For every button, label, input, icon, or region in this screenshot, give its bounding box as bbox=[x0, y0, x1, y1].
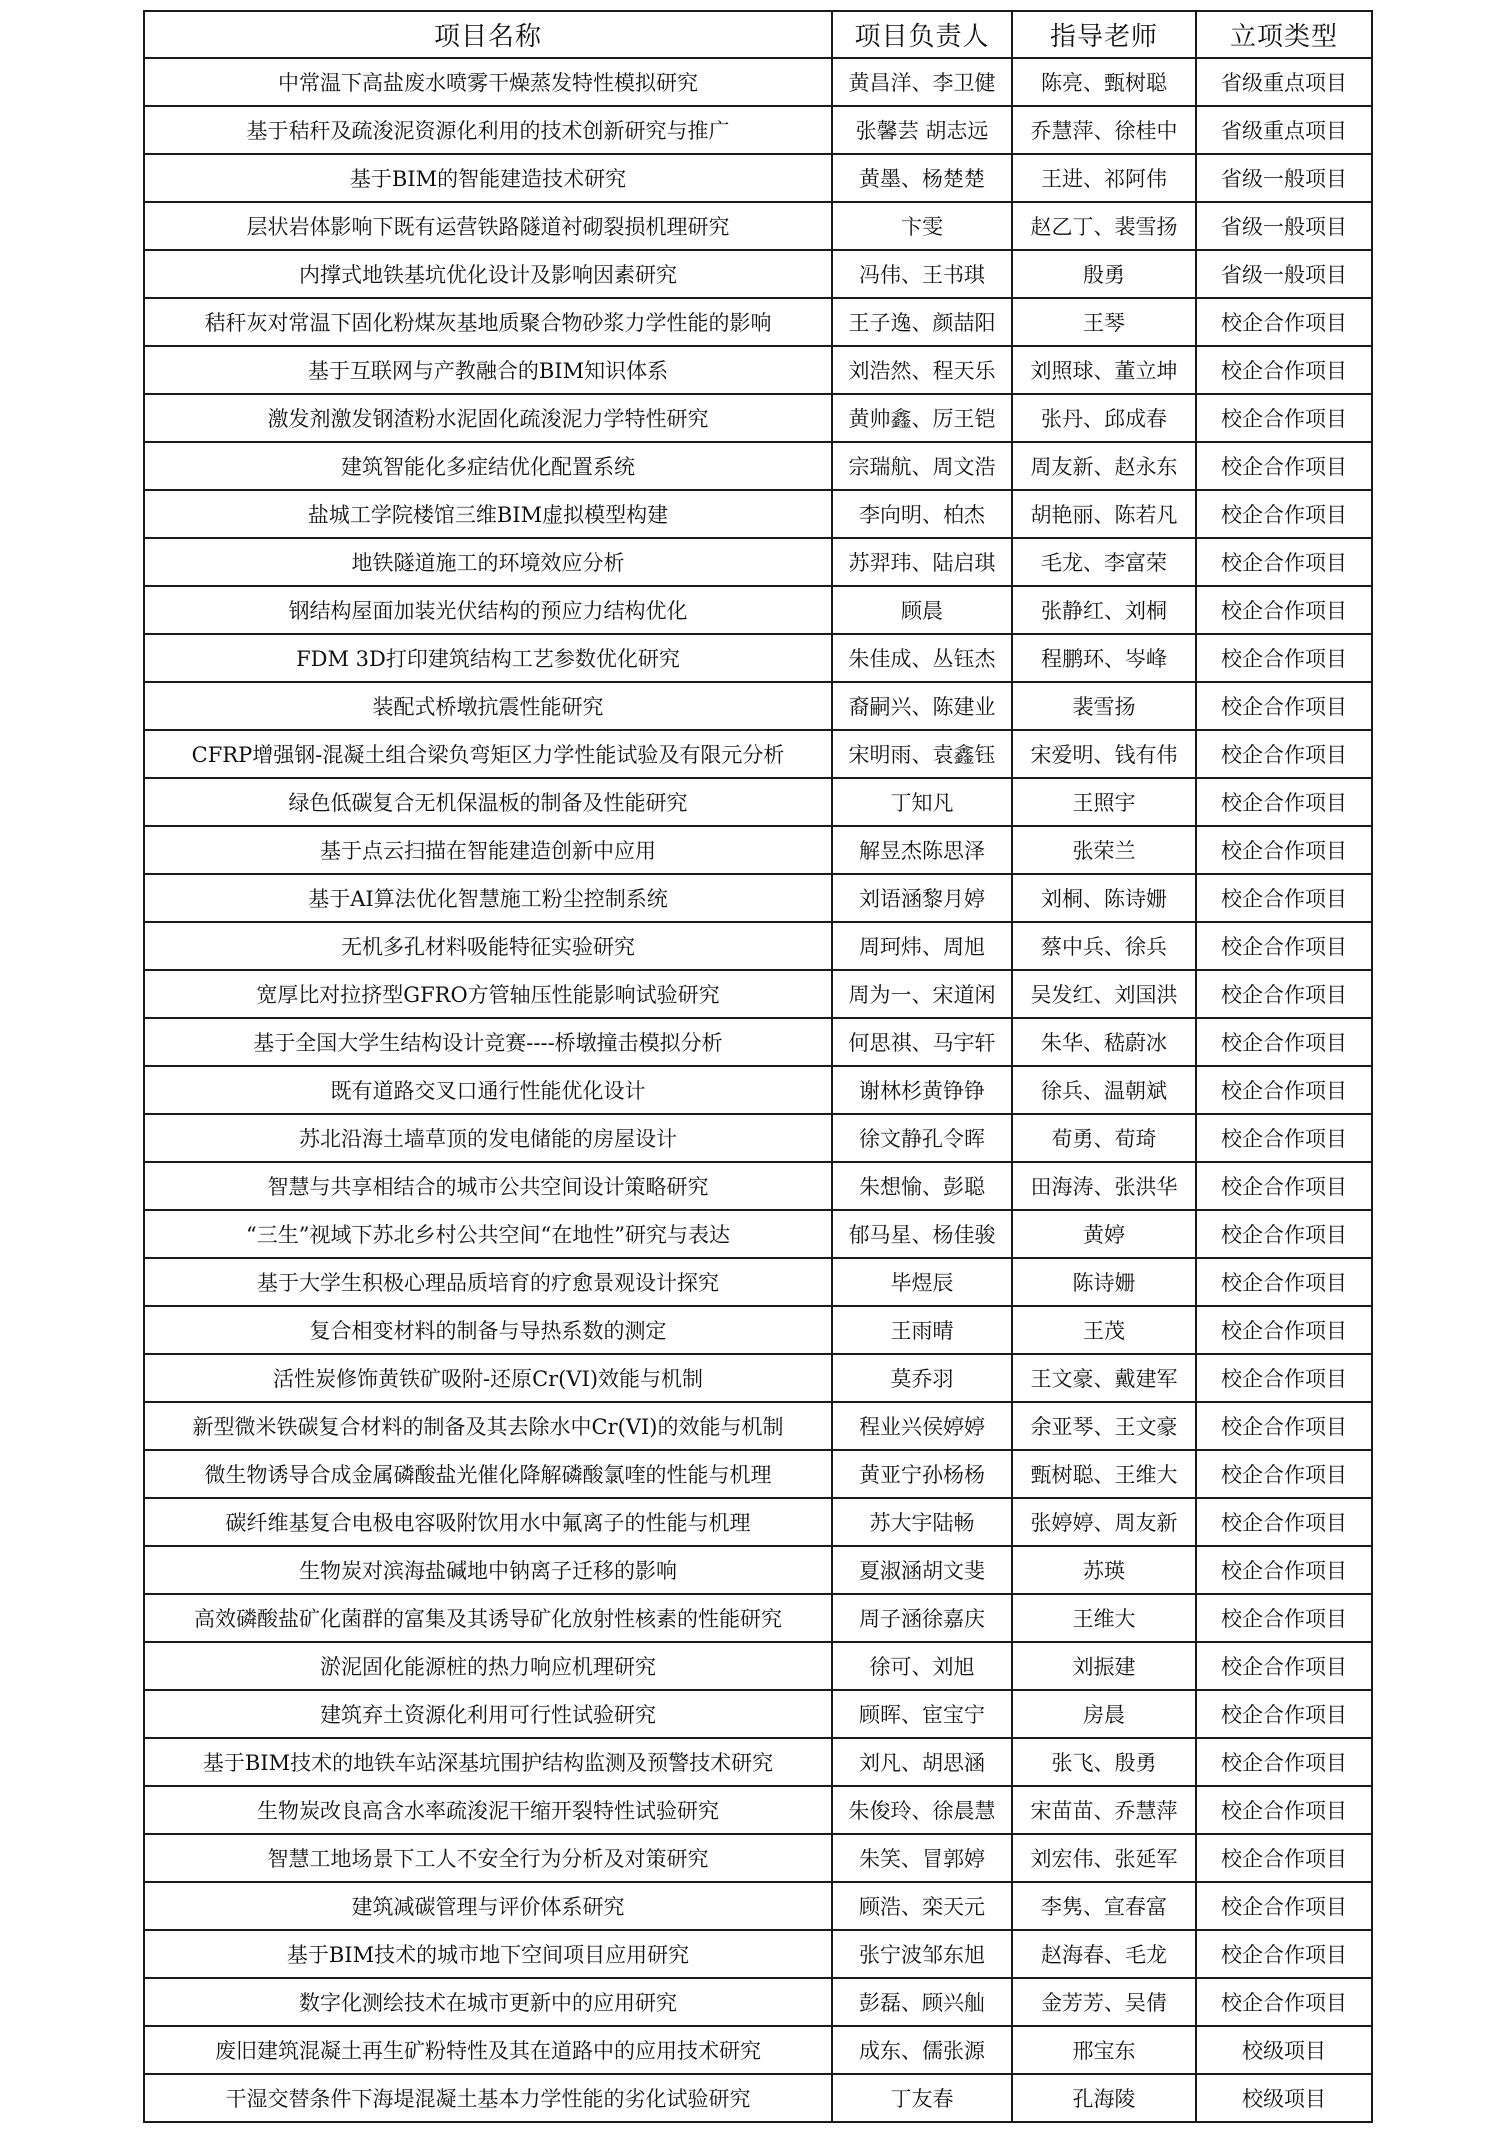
cell-project-leader: 苏羿玮、陆启琪 bbox=[832, 538, 1012, 586]
cell-project-name: 中常温下高盐废水喷雾干燥蒸发特性模拟研究 bbox=[144, 58, 832, 106]
cell-project-name: 新型微米铁碳复合材料的制备及其去除水中Cr(VI)的效能与机制 bbox=[144, 1402, 832, 1450]
cell-advisor: 张荣兰 bbox=[1012, 826, 1196, 874]
cell-advisor: 邢宝东 bbox=[1012, 2026, 1196, 2074]
cell-project-name: 秸秆灰对常温下固化粉煤灰基地质聚合物砂浆力学性能的影响 bbox=[144, 298, 832, 346]
cell-project-leader: 刘浩然、程天乐 bbox=[832, 346, 1012, 394]
cell-project-name: 基于大学生积极心理品质培育的疗愈景观设计探究 bbox=[144, 1258, 832, 1306]
cell-project-name: 微生物诱导合成金属磷酸盐光催化降解磷酸氯喹的性能与机理 bbox=[144, 1450, 832, 1498]
cell-project-leader: 朱佳成、丛钰杰 bbox=[832, 634, 1012, 682]
cell-project-type: 校企合作项目 bbox=[1196, 1690, 1372, 1738]
cell-project-leader: 成东、儒张源 bbox=[832, 2026, 1012, 2074]
table-row bbox=[144, 250, 1372, 298]
cell-project-leader: 解昱杰陈思泽 bbox=[832, 826, 1012, 874]
cell-project-name: 既有道路交叉口通行性能优化设计 bbox=[144, 1066, 832, 1114]
cell-project-type: 校企合作项目 bbox=[1196, 1642, 1372, 1690]
cell-project-type: 校企合作项目 bbox=[1196, 346, 1372, 394]
cell-advisor: 王茂 bbox=[1012, 1306, 1196, 1354]
table-row bbox=[144, 1258, 1372, 1306]
cell-advisor: 王维大 bbox=[1012, 1594, 1196, 1642]
cell-project-name: 建筑智能化多症结优化配置系统 bbox=[144, 442, 832, 490]
cell-project-leader: 郁马星、杨佳骏 bbox=[832, 1210, 1012, 1258]
cell-project-leader: 谢林杉黄铮铮 bbox=[832, 1066, 1012, 1114]
cell-project-name: 绿色低碳复合无机保温板的制备及性能研究 bbox=[144, 778, 832, 826]
table-row bbox=[144, 1642, 1372, 1690]
cell-project-type: 校企合作项目 bbox=[1196, 1546, 1372, 1594]
cell-advisor: 刘照球、董立坤 bbox=[1012, 346, 1196, 394]
cell-project-type: 校企合作项目 bbox=[1196, 538, 1372, 586]
cell-project-type: 校企合作项目 bbox=[1196, 1450, 1372, 1498]
cell-project-name: 地铁隧道施工的环境效应分析 bbox=[144, 538, 832, 586]
table-row bbox=[144, 1882, 1372, 1930]
cell-advisor: 宋苗苗、乔慧萍 bbox=[1012, 1786, 1196, 1834]
header-project-leader: 项目负责人 bbox=[832, 11, 1012, 58]
cell-project-type: 省级重点项目 bbox=[1196, 58, 1372, 106]
cell-project-leader: 朱笑、冒郭婷 bbox=[832, 1834, 1012, 1882]
cell-project-type: 校企合作项目 bbox=[1196, 1210, 1372, 1258]
cell-project-name: CFRP增强钢-混凝土组合梁负弯矩区力学性能试验及有限元分析 bbox=[144, 730, 832, 778]
cell-advisor: 程鹏环、岑峰 bbox=[1012, 634, 1196, 682]
table-row bbox=[144, 1114, 1372, 1162]
cell-project-type: 校企合作项目 bbox=[1196, 394, 1372, 442]
cell-project-leader: 黄帅鑫、厉王铠 bbox=[832, 394, 1012, 442]
cell-project-leader: 刘凡、胡思涵 bbox=[832, 1738, 1012, 1786]
cell-advisor: 金芳芳、吴倩 bbox=[1012, 1978, 1196, 2026]
cell-advisor: 朱华、嵇蔚冰 bbox=[1012, 1018, 1196, 1066]
table-row bbox=[144, 874, 1372, 922]
cell-project-type: 校企合作项目 bbox=[1196, 1162, 1372, 1210]
cell-project-type: 校企合作项目 bbox=[1196, 874, 1372, 922]
cell-project-type: 校企合作项目 bbox=[1196, 1114, 1372, 1162]
cell-project-type: 校企合作项目 bbox=[1196, 1018, 1372, 1066]
cell-project-name: 生物炭对滨海盐碱地中钠离子迁移的影响 bbox=[144, 1546, 832, 1594]
table-row bbox=[144, 1738, 1372, 1786]
cell-advisor: 甄树聪、王维大 bbox=[1012, 1450, 1196, 1498]
cell-project-name: 数字化测绘技术在城市更新中的应用研究 bbox=[144, 1978, 832, 2026]
cell-advisor: 田海涛、张洪华 bbox=[1012, 1162, 1196, 1210]
cell-advisor: 陈亮、甄树聪 bbox=[1012, 58, 1196, 106]
table-row bbox=[144, 1210, 1372, 1258]
cell-project-leader: 何思祺、马宇轩 bbox=[832, 1018, 1012, 1066]
cell-project-leader: 周珂炜、周旭 bbox=[832, 922, 1012, 970]
cell-project-leader: 徐文静孔令晖 bbox=[832, 1114, 1012, 1162]
cell-project-type: 省级重点项目 bbox=[1196, 106, 1372, 154]
table-row bbox=[144, 346, 1372, 394]
cell-advisor: 房晨 bbox=[1012, 1690, 1196, 1738]
cell-project-leader: 冯伟、王书琪 bbox=[832, 250, 1012, 298]
cell-project-type: 校企合作项目 bbox=[1196, 1402, 1372, 1450]
cell-project-name: 钢结构屋面加装光伏结构的预应力结构优化 bbox=[144, 586, 832, 634]
cell-project-leader: 彭磊、顾兴舢 bbox=[832, 1978, 1012, 2026]
cell-project-type: 校企合作项目 bbox=[1196, 1066, 1372, 1114]
project-table bbox=[143, 10, 1373, 2123]
cell-project-type: 校企合作项目 bbox=[1196, 826, 1372, 874]
cell-advisor: 王进、祁阿伟 bbox=[1012, 154, 1196, 202]
cell-advisor: 刘宏伟、张延军 bbox=[1012, 1834, 1196, 1882]
header-project-type: 立项类型 bbox=[1196, 11, 1372, 58]
table-row bbox=[144, 1354, 1372, 1402]
cell-project-name: 装配式桥墩抗震性能研究 bbox=[144, 682, 832, 730]
cell-advisor: 王琴 bbox=[1012, 298, 1196, 346]
cell-project-name: 生物炭改良高含水率疏浚泥干缩开裂特性试验研究 bbox=[144, 1786, 832, 1834]
cell-project-leader: 苏大宇陆畅 bbox=[832, 1498, 1012, 1546]
table-row bbox=[144, 1978, 1372, 2026]
table-row bbox=[144, 778, 1372, 826]
table-row bbox=[144, 730, 1372, 778]
cell-advisor: 刘桐、陈诗姗 bbox=[1012, 874, 1196, 922]
cell-project-type: 校企合作项目 bbox=[1196, 1354, 1372, 1402]
cell-advisor: 周友新、赵永东 bbox=[1012, 442, 1196, 490]
cell-advisor: 余亚琴、王文豪 bbox=[1012, 1402, 1196, 1450]
cell-project-name: 淤泥固化能源桩的热力响应机理研究 bbox=[144, 1642, 832, 1690]
cell-project-type: 校企合作项目 bbox=[1196, 1930, 1372, 1978]
cell-project-name: 基于全国大学生结构设计竞赛----桥墩撞击模拟分析 bbox=[144, 1018, 832, 1066]
cell-project-type: 校企合作项目 bbox=[1196, 442, 1372, 490]
table-row bbox=[144, 586, 1372, 634]
cell-advisor: 宋爱明、钱有伟 bbox=[1012, 730, 1196, 778]
cell-advisor: 毛龙、李富荣 bbox=[1012, 538, 1196, 586]
cell-advisor: 乔慧萍、徐桂中 bbox=[1012, 106, 1196, 154]
table-row bbox=[144, 442, 1372, 490]
cell-project-name: 碳纤维基复合电极电容吸附饮用水中氟离子的性能与机理 bbox=[144, 1498, 832, 1546]
cell-project-name: 建筑弃土资源化利用可行性试验研究 bbox=[144, 1690, 832, 1738]
cell-advisor: 赵乙丁、裴雪扬 bbox=[1012, 202, 1196, 250]
cell-project-name: 基于BIM技术的城市地下空间项目应用研究 bbox=[144, 1930, 832, 1978]
cell-project-leader: 黄亚宁孙杨杨 bbox=[832, 1450, 1012, 1498]
cell-advisor: 王文豪、戴建军 bbox=[1012, 1354, 1196, 1402]
table-row bbox=[144, 922, 1372, 970]
cell-project-name: 无机多孔材料吸能特征实验研究 bbox=[144, 922, 832, 970]
cell-project-type: 校企合作项目 bbox=[1196, 1306, 1372, 1354]
cell-project-leader: 毕煜辰 bbox=[832, 1258, 1012, 1306]
cell-advisor: 陈诗姗 bbox=[1012, 1258, 1196, 1306]
table-row bbox=[144, 490, 1372, 538]
cell-project-leader: 丁知凡 bbox=[832, 778, 1012, 826]
cell-project-name: 基于秸秆及疏浚泥资源化利用的技术创新研究与推广 bbox=[144, 106, 832, 154]
cell-project-leader: 顾晖、宦宝宁 bbox=[832, 1690, 1012, 1738]
cell-advisor: 苏瑛 bbox=[1012, 1546, 1196, 1594]
cell-advisor: 胡艳丽、陈若凡 bbox=[1012, 490, 1196, 538]
cell-project-leader: 朱想愉、彭聪 bbox=[832, 1162, 1012, 1210]
table-row bbox=[144, 298, 1372, 346]
cell-project-leader: 张馨芸 胡志远 bbox=[832, 106, 1012, 154]
header-project-name: 项目名称 bbox=[144, 11, 832, 58]
cell-advisor: 张丹、邱成春 bbox=[1012, 394, 1196, 442]
header-advisor: 指导老师 bbox=[1012, 11, 1196, 58]
cell-project-name: 苏北沿海土墙草顶的发电储能的房屋设计 bbox=[144, 1114, 832, 1162]
table-row bbox=[144, 202, 1372, 250]
cell-project-leader: 李向明、柏杰 bbox=[832, 490, 1012, 538]
cell-project-type: 省级一般项目 bbox=[1196, 154, 1372, 202]
cell-project-name: 基于BIM技术的地铁车站深基坑围护结构监测及预警技术研究 bbox=[144, 1738, 832, 1786]
cell-project-type: 校企合作项目 bbox=[1196, 1786, 1372, 1834]
cell-project-type: 校企合作项目 bbox=[1196, 634, 1372, 682]
cell-project-type: 校企合作项目 bbox=[1196, 490, 1372, 538]
cell-advisor: 荀勇、荀琦 bbox=[1012, 1114, 1196, 1162]
table-row bbox=[144, 1930, 1372, 1978]
cell-project-leader: 卞雯 bbox=[832, 202, 1012, 250]
cell-project-leader: 周为一、宋道闲 bbox=[832, 970, 1012, 1018]
table-row bbox=[144, 1498, 1372, 1546]
cell-project-type: 省级一般项目 bbox=[1196, 202, 1372, 250]
cell-advisor: 张飞、殷勇 bbox=[1012, 1738, 1196, 1786]
cell-advisor: 黄婷 bbox=[1012, 1210, 1196, 1258]
table-row bbox=[144, 1786, 1372, 1834]
cell-project-type: 省级一般项目 bbox=[1196, 250, 1372, 298]
cell-project-leader: 黄墨、杨楚楚 bbox=[832, 154, 1012, 202]
cell-project-leader: 顾晨 bbox=[832, 586, 1012, 634]
table-body bbox=[144, 58, 1372, 2122]
table-row bbox=[144, 2074, 1372, 2122]
cell-project-type: 校企合作项目 bbox=[1196, 1978, 1372, 2026]
table-row bbox=[144, 1546, 1372, 1594]
cell-project-leader: 刘语涵黎月婷 bbox=[832, 874, 1012, 922]
table-row bbox=[144, 154, 1372, 202]
cell-project-leader: 黄昌洋、李卫健 bbox=[832, 58, 1012, 106]
cell-advisor: 殷勇 bbox=[1012, 250, 1196, 298]
cell-project-type: 校企合作项目 bbox=[1196, 586, 1372, 634]
table-row bbox=[144, 1162, 1372, 1210]
table-row bbox=[144, 538, 1372, 586]
table-row bbox=[144, 634, 1372, 682]
header-row bbox=[144, 11, 1372, 58]
cell-project-type: 校级项目 bbox=[1196, 2026, 1372, 2074]
project-table-container bbox=[143, 10, 1371, 2123]
cell-project-name: 盐城工学院楼馆三维BIM虚拟模型构建 bbox=[144, 490, 832, 538]
table-row bbox=[144, 1402, 1372, 1450]
cell-project-name: 高效磷酸盐矿化菌群的富集及其诱导矿化放射性核素的性能研究 bbox=[144, 1594, 832, 1642]
cell-project-name: 内撑式地铁基坑优化设计及影响因素研究 bbox=[144, 250, 832, 298]
cell-project-leader: 宋明雨、袁鑫钰 bbox=[832, 730, 1012, 778]
cell-project-leader: 莫乔羽 bbox=[832, 1354, 1012, 1402]
cell-project-leader: 顾浩、栾天元 bbox=[832, 1882, 1012, 1930]
cell-project-leader: 丁友春 bbox=[832, 2074, 1012, 2122]
cell-project-leader: 宗瑞航、周文浩 bbox=[832, 442, 1012, 490]
cell-project-type: 校企合作项目 bbox=[1196, 1498, 1372, 1546]
cell-project-name: 智慧与共享相结合的城市公共空间设计策略研究 bbox=[144, 1162, 832, 1210]
cell-project-name: 干湿交替条件下海堤混凝土基本力学性能的劣化试验研究 bbox=[144, 2074, 832, 2122]
cell-project-type: 校企合作项目 bbox=[1196, 682, 1372, 730]
table-row bbox=[144, 394, 1372, 442]
cell-project-type: 校企合作项目 bbox=[1196, 1594, 1372, 1642]
table-row bbox=[144, 1450, 1372, 1498]
table-header bbox=[144, 11, 1372, 58]
cell-project-leader: 朱俊玲、徐晨慧 bbox=[832, 1786, 1012, 1834]
cell-project-type: 校企合作项目 bbox=[1196, 298, 1372, 346]
cell-project-type: 校企合作项目 bbox=[1196, 1738, 1372, 1786]
table-row bbox=[144, 1066, 1372, 1114]
cell-project-name: 废旧建筑混凝土再生矿粉特性及其在道路中的应用技术研究 bbox=[144, 2026, 832, 2074]
table-row bbox=[144, 1594, 1372, 1642]
cell-advisor: 王照宇 bbox=[1012, 778, 1196, 826]
cell-project-type: 校企合作项目 bbox=[1196, 778, 1372, 826]
table-row bbox=[144, 682, 1372, 730]
cell-advisor: 裴雪扬 bbox=[1012, 682, 1196, 730]
cell-advisor: 孔海陵 bbox=[1012, 2074, 1196, 2122]
table-row bbox=[144, 1018, 1372, 1066]
cell-advisor: 李隽、宣春富 bbox=[1012, 1882, 1196, 1930]
cell-project-name: 复合相变材料的制备与导热系数的测定 bbox=[144, 1306, 832, 1354]
cell-project-type: 校企合作项目 bbox=[1196, 922, 1372, 970]
cell-advisor: 张婷婷、周友新 bbox=[1012, 1498, 1196, 1546]
cell-advisor: 张静红、刘桐 bbox=[1012, 586, 1196, 634]
cell-project-leader: 周子涵徐嘉庆 bbox=[832, 1594, 1012, 1642]
cell-project-name: 基于互联网与产教融合的BIM知识体系 bbox=[144, 346, 832, 394]
cell-advisor: 徐兵、温朝斌 bbox=[1012, 1066, 1196, 1114]
cell-project-type: 校企合作项目 bbox=[1196, 970, 1372, 1018]
table-row bbox=[144, 1834, 1372, 1882]
cell-advisor: 蔡中兵、徐兵 bbox=[1012, 922, 1196, 970]
cell-project-leader: 程业兴侯婷婷 bbox=[832, 1402, 1012, 1450]
cell-project-type: 校企合作项目 bbox=[1196, 1882, 1372, 1930]
cell-project-type: 校企合作项目 bbox=[1196, 1258, 1372, 1306]
cell-project-leader: 王雨晴 bbox=[832, 1306, 1012, 1354]
table-row bbox=[144, 2026, 1372, 2074]
cell-project-leader: 裔嗣兴、陈建业 bbox=[832, 682, 1012, 730]
cell-advisor: 吴发红、刘国洪 bbox=[1012, 970, 1196, 1018]
cell-project-type: 校企合作项目 bbox=[1196, 730, 1372, 778]
cell-project-name: 基于BIM的智能建造技术研究 bbox=[144, 154, 832, 202]
cell-project-type: 校企合作项目 bbox=[1196, 1834, 1372, 1882]
cell-project-leader: 夏淑涵胡文斐 bbox=[832, 1546, 1012, 1594]
table-row bbox=[144, 58, 1372, 106]
cell-project-leader: 徐可、刘旭 bbox=[832, 1642, 1012, 1690]
table-row bbox=[144, 1690, 1372, 1738]
cell-project-name: 建筑减碳管理与评价体系研究 bbox=[144, 1882, 832, 1930]
cell-project-name: 激发剂激发钢渣粉水泥固化疏浚泥力学特性研究 bbox=[144, 394, 832, 442]
cell-project-name: 活性炭修饰黄铁矿吸附-还原Cr(VI)效能与机制 bbox=[144, 1354, 832, 1402]
table-row bbox=[144, 106, 1372, 154]
cell-advisor: 赵海春、毛龙 bbox=[1012, 1930, 1196, 1978]
cell-project-name: 智慧工地场景下工人不安全行为分析及对策研究 bbox=[144, 1834, 832, 1882]
cell-advisor: 刘振建 bbox=[1012, 1642, 1196, 1690]
cell-project-leader: 张宁波邹东旭 bbox=[832, 1930, 1012, 1978]
cell-project-name: “三生”视域下苏北乡村公共空间“在地性”研究与表达 bbox=[144, 1210, 832, 1258]
cell-project-name: 基于点云扫描在智能建造创新中应用 bbox=[144, 826, 832, 874]
cell-project-leader: 王子逸、颜喆阳 bbox=[832, 298, 1012, 346]
cell-project-type: 校级项目 bbox=[1196, 2074, 1372, 2122]
cell-project-name: FDM 3D打印建筑结构工艺参数优化研究 bbox=[144, 634, 832, 682]
table-row bbox=[144, 826, 1372, 874]
table-row bbox=[144, 1306, 1372, 1354]
cell-project-name: 宽厚比对拉挤型GFRO方管轴压性能影响试验研究 bbox=[144, 970, 832, 1018]
table-row bbox=[144, 970, 1372, 1018]
cell-project-name: 基于AI算法优化智慧施工粉尘控制系统 bbox=[144, 874, 832, 922]
cell-project-name: 层状岩体影响下既有运营铁路隧道衬砌裂损机理研究 bbox=[144, 202, 832, 250]
